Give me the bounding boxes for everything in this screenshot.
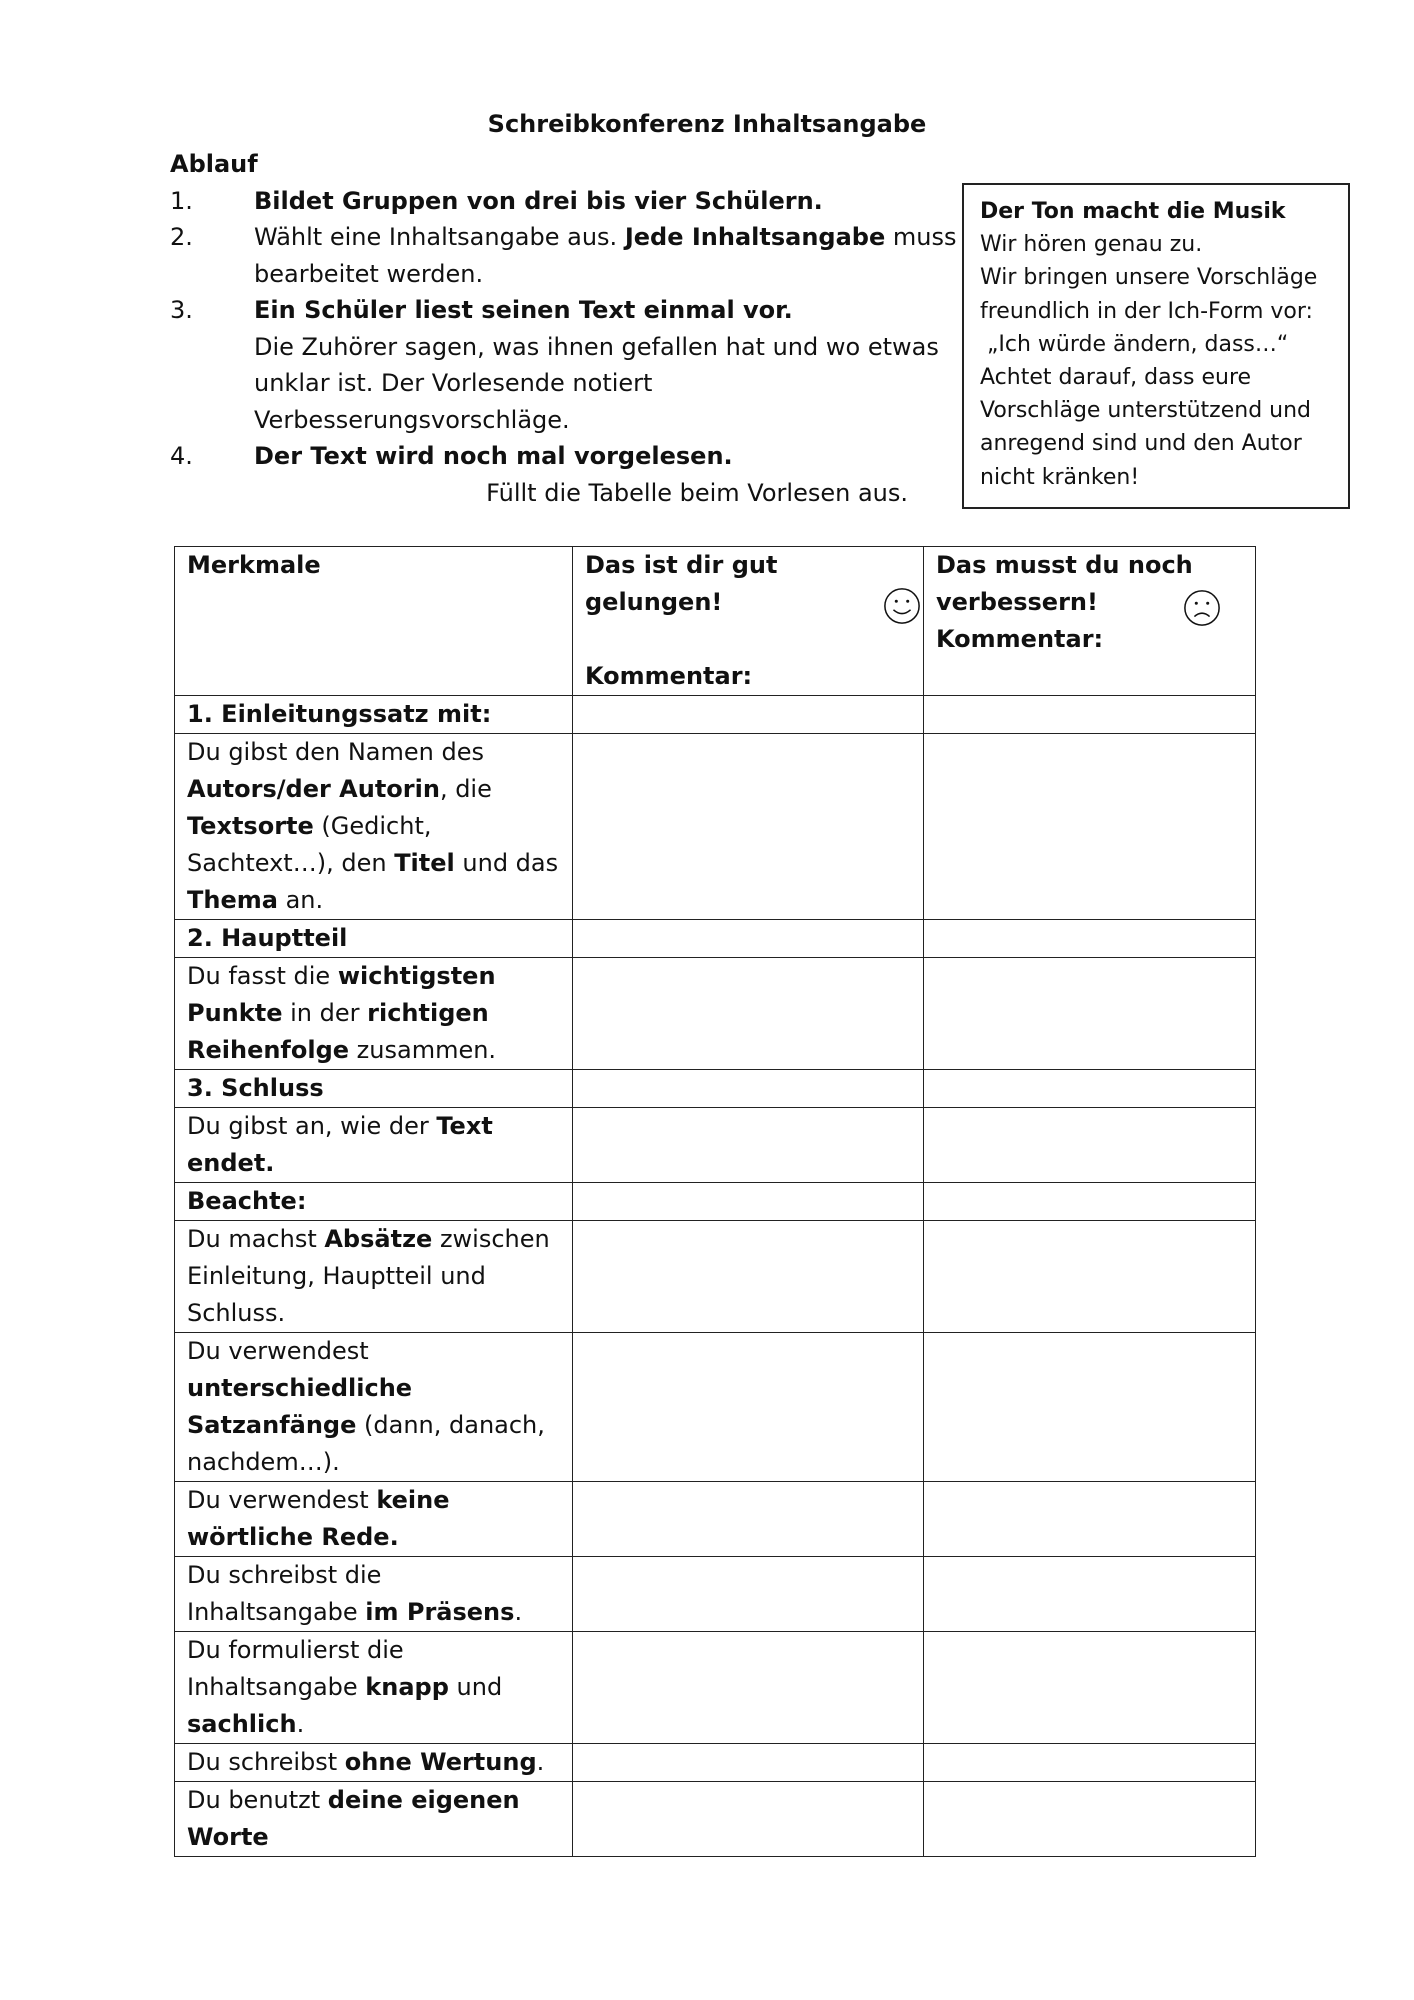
text-segment: zwischen xyxy=(432,1225,550,1253)
merkmal-cell xyxy=(175,1744,573,1782)
merkmal-cell xyxy=(175,1333,573,1482)
text-segment: Inhaltsangabe xyxy=(187,1598,366,1626)
text-segment: 2. Hauptteil xyxy=(187,924,348,952)
merkmal-cell xyxy=(175,1108,573,1183)
text-line xyxy=(187,1819,560,1856)
text-segment: Reihenfolge xyxy=(187,1036,350,1064)
text-line xyxy=(254,402,960,439)
comment-good-cell[interactable] xyxy=(573,734,924,920)
text-segment: Autors/der Autorin xyxy=(187,775,440,803)
comment-good-cell[interactable] xyxy=(573,1108,924,1183)
text-line xyxy=(187,1407,560,1444)
text-line xyxy=(187,1782,560,1819)
text-line xyxy=(187,696,560,733)
comment-good-cell[interactable] xyxy=(573,1744,924,1782)
text-line xyxy=(187,845,560,882)
text-segment: sachlich xyxy=(187,1710,297,1738)
text-segment: deine eigenen xyxy=(327,1786,520,1814)
table-row xyxy=(175,696,1256,734)
merkmal-cell xyxy=(175,734,573,920)
tip-box-line: anregend sind und den Autor xyxy=(980,431,1302,457)
text-line xyxy=(187,1632,560,1669)
tip-box-line: nicht kränken! xyxy=(980,464,1140,490)
text-line xyxy=(187,1183,560,1220)
text-line xyxy=(254,219,960,256)
text-segment: Die Zuhörer sagen, was ihnen gefallen hat und wo etwas xyxy=(254,332,939,361)
tip-box-lines xyxy=(980,228,1332,494)
merkmal-cell xyxy=(175,1632,573,1744)
text-segment: an. xyxy=(277,886,324,914)
text-segment: endet. xyxy=(187,1149,275,1177)
text-line xyxy=(187,1482,560,1519)
text-segment: Satzanfänge xyxy=(187,1411,357,1439)
text-line xyxy=(254,256,960,293)
smiley-happy-icon xyxy=(883,587,921,625)
text-segment: Punkte xyxy=(187,999,283,1027)
table-row xyxy=(175,734,1256,920)
text-segment: . xyxy=(514,1598,523,1626)
text-segment: knapp xyxy=(365,1673,449,1701)
text-line xyxy=(187,920,560,957)
ablauf-step xyxy=(170,438,960,475)
comment-good-cell[interactable] xyxy=(573,1632,924,1744)
text-segment: Du verwendest xyxy=(187,1337,369,1365)
text-line xyxy=(187,1295,560,1332)
table-row xyxy=(175,1632,1256,1744)
tip-box xyxy=(962,183,1350,509)
text-segment: Sachtext…), den xyxy=(187,849,395,877)
text-segment: und xyxy=(448,1673,503,1701)
text-line xyxy=(254,438,960,475)
text-segment: Ein Schüler liest seinen Text einmal vor. xyxy=(254,296,793,324)
text-segment: Titel xyxy=(394,849,455,877)
text-line xyxy=(187,995,560,1032)
tip-box-line: freundlich in der Ich-Form vor: xyxy=(980,298,1313,324)
text-segment: Worte xyxy=(187,1823,269,1851)
text-segment: Du gibst an, wie der xyxy=(187,1112,437,1140)
merkmal-cell xyxy=(175,1482,573,1557)
comment-good-cell[interactable] xyxy=(573,1070,924,1108)
text-segment: . xyxy=(536,1748,545,1776)
fill-instruction: Füllt die Tabelle beim Vorlesen aus. xyxy=(486,478,908,507)
text-segment: wichtigsten xyxy=(337,962,496,990)
text-line xyxy=(254,292,960,329)
table-row xyxy=(175,1221,1256,1333)
table-row xyxy=(175,1183,1256,1221)
table-row xyxy=(175,1557,1256,1632)
text-segment: wörtliche Rede. xyxy=(187,1523,399,1551)
table-row xyxy=(175,1070,1256,1108)
smiley-sad-icon xyxy=(1183,589,1221,627)
ablauf-heading: Ablauf xyxy=(170,150,258,178)
table-row xyxy=(175,1108,1256,1183)
tip-box-line: Vorschläge unterstützend und xyxy=(980,398,1312,424)
text-segment: , die xyxy=(439,775,492,803)
comment-improve-cell[interactable] xyxy=(924,958,1256,1070)
text-line xyxy=(187,1669,560,1706)
text-segment: nachdem…). xyxy=(187,1448,340,1476)
text-segment: richtigen xyxy=(367,999,489,1027)
comment-improve-cell[interactable] xyxy=(924,1632,1256,1744)
text-line xyxy=(187,958,560,995)
text-line xyxy=(187,1557,560,1594)
text-line xyxy=(187,882,560,919)
header-verbessern: Das musst du noch verbessern! Kommentar: xyxy=(924,547,1256,696)
text-segment: Textsorte xyxy=(187,812,314,840)
text-line xyxy=(187,1070,560,1107)
text-line xyxy=(254,365,960,402)
text-segment: im Präsens xyxy=(365,1598,515,1626)
text-segment: 1. Einleitungssatz mit: xyxy=(187,700,492,728)
table-row xyxy=(175,920,1256,958)
step-number: 1. xyxy=(170,186,193,215)
text-segment: in der xyxy=(282,999,368,1027)
page-title: Schreibkonferenz Inhaltsangabe xyxy=(487,110,927,138)
step-text xyxy=(254,438,960,475)
comment-improve-cell[interactable] xyxy=(924,1221,1256,1333)
header-merkmale: Merkmale xyxy=(175,547,573,696)
text-segment: Beachte: xyxy=(187,1187,307,1215)
table-row xyxy=(175,958,1256,1070)
text-segment: Text xyxy=(436,1112,493,1140)
text-line xyxy=(187,1519,560,1556)
comment-improve-cell[interactable] xyxy=(924,1557,1256,1632)
merkmal-cell xyxy=(175,1782,573,1857)
text-segment: zusammen. xyxy=(349,1036,497,1064)
text-segment: Verbesserungsvorschläge. xyxy=(254,405,570,434)
text-line xyxy=(187,1444,560,1481)
text-line xyxy=(254,183,960,220)
merkmal-cell xyxy=(175,1070,573,1108)
tip-box-line: Wir hören genau zu. xyxy=(980,232,1203,258)
text-segment: unklar ist. Der Vorlesende notiert xyxy=(254,369,653,397)
text-segment: bearbeitet werden. xyxy=(254,259,484,288)
table-row xyxy=(175,1744,1256,1782)
text-segment: . xyxy=(296,1710,305,1738)
merkmal-cell xyxy=(175,1221,573,1333)
ablauf-steps xyxy=(170,183,960,475)
tip-box-line: Achtet darauf, dass eure xyxy=(980,365,1252,391)
text-segment: 3. Schluss xyxy=(187,1074,324,1102)
text-segment: Du schreibst die xyxy=(187,1561,382,1589)
text-segment: Schluss. xyxy=(187,1299,286,1327)
text-segment: Thema xyxy=(187,886,278,914)
ablauf-step xyxy=(170,183,960,220)
text-segment: Einleitung, Hauptteil und xyxy=(187,1262,486,1290)
text-line xyxy=(187,808,560,845)
step-number: 2. xyxy=(170,223,193,251)
table-row xyxy=(175,1782,1256,1857)
text-line xyxy=(187,1258,560,1295)
tip-box-line: Wir bringen unsere Vorschläge xyxy=(980,265,1318,291)
comment-improve-cell[interactable] xyxy=(924,1070,1256,1108)
text-segment: Der Text wird noch mal vorgelesen. xyxy=(254,442,733,470)
text-line xyxy=(187,1594,560,1631)
comment-good-cell[interactable] xyxy=(573,1333,924,1482)
comment-improve-cell[interactable] xyxy=(924,1108,1256,1183)
merkmal-cell xyxy=(175,958,573,1070)
text-segment: Du gibst den Namen des xyxy=(187,738,484,766)
text-line xyxy=(187,1145,560,1182)
text-segment: ohne Wertung xyxy=(344,1748,537,1776)
text-segment: Du machst xyxy=(187,1225,325,1253)
text-segment: Inhaltsangabe xyxy=(187,1673,366,1701)
ablauf-section xyxy=(170,146,960,511)
text-line xyxy=(187,734,560,771)
comment-good-cell[interactable] xyxy=(573,920,924,958)
text-line xyxy=(187,1333,560,1370)
comment-improve-cell[interactable] xyxy=(924,696,1256,734)
text-line xyxy=(187,771,560,808)
comment-good-cell[interactable] xyxy=(573,1557,924,1632)
text-segment: Absätze xyxy=(324,1225,433,1253)
text-line xyxy=(254,329,960,366)
comment-improve-cell[interactable] xyxy=(924,1782,1256,1857)
text-segment: Du benutzt xyxy=(187,1786,328,1814)
comment-good-cell[interactable] xyxy=(573,1782,924,1857)
tip-box-line: „Ich würde ändern, dass…“ xyxy=(980,331,1289,357)
text-segment: und das xyxy=(454,849,559,877)
header-gelungen: Das ist dir gut gelungen! Kommentar: xyxy=(573,547,924,696)
comment-good-cell[interactable] xyxy=(573,1221,924,1333)
comment-good-cell[interactable] xyxy=(573,1482,924,1557)
text-segment: muss xyxy=(885,223,957,251)
merkmal-cell xyxy=(175,1557,573,1632)
merkmal-cell xyxy=(175,1183,573,1221)
comment-improve-cell[interactable] xyxy=(924,920,1256,958)
tip-box-title: Der Ton macht die Musik xyxy=(980,199,1286,224)
text-segment: (dann, danach, xyxy=(356,1411,545,1439)
text-segment: Bildet Gruppen von drei bis vier Schülern. xyxy=(254,186,823,215)
text-line xyxy=(187,1706,560,1743)
text-segment: Du schreibst xyxy=(187,1748,345,1776)
step-text xyxy=(254,183,960,220)
step-number: 3. xyxy=(170,296,193,324)
merkmal-cell xyxy=(175,696,573,734)
merkmal-cell xyxy=(175,920,573,958)
comment-improve-cell[interactable] xyxy=(924,1333,1256,1482)
text-segment: Du formulierst die xyxy=(187,1636,404,1664)
comment-good-cell[interactable] xyxy=(573,958,924,1070)
text-segment: (Gedicht, xyxy=(313,812,432,840)
comment-good-cell[interactable] xyxy=(573,696,924,734)
feedback-table xyxy=(174,546,1256,1857)
text-segment: keine xyxy=(376,1486,450,1514)
ablauf-step xyxy=(170,292,960,438)
text-segment: Wählt eine Inhaltsangabe aus. xyxy=(254,223,625,251)
table-row xyxy=(175,1333,1256,1482)
text-line xyxy=(187,1032,560,1069)
ablauf-step xyxy=(170,219,960,292)
comment-good-cell[interactable] xyxy=(573,1183,924,1221)
comment-improve-cell[interactable] xyxy=(924,1183,1256,1221)
text-line xyxy=(187,1744,560,1781)
table-header-row xyxy=(175,547,1256,696)
comment-improve-cell[interactable] xyxy=(924,1482,1256,1557)
text-line xyxy=(187,1221,560,1258)
step-text xyxy=(254,219,960,292)
text-segment: Du fasst die xyxy=(187,962,338,990)
step-text xyxy=(254,292,960,438)
comment-improve-cell[interactable] xyxy=(924,1744,1256,1782)
text-line xyxy=(187,1370,560,1407)
text-segment: Du verwendest xyxy=(187,1486,377,1514)
text-segment: Jede Inhaltsangabe xyxy=(624,223,886,251)
text-line xyxy=(187,1108,560,1145)
step-number: 4. xyxy=(170,442,193,470)
text-segment: unterschiedliche xyxy=(187,1374,413,1402)
comment-improve-cell[interactable] xyxy=(924,734,1256,920)
table-row xyxy=(175,1482,1256,1557)
